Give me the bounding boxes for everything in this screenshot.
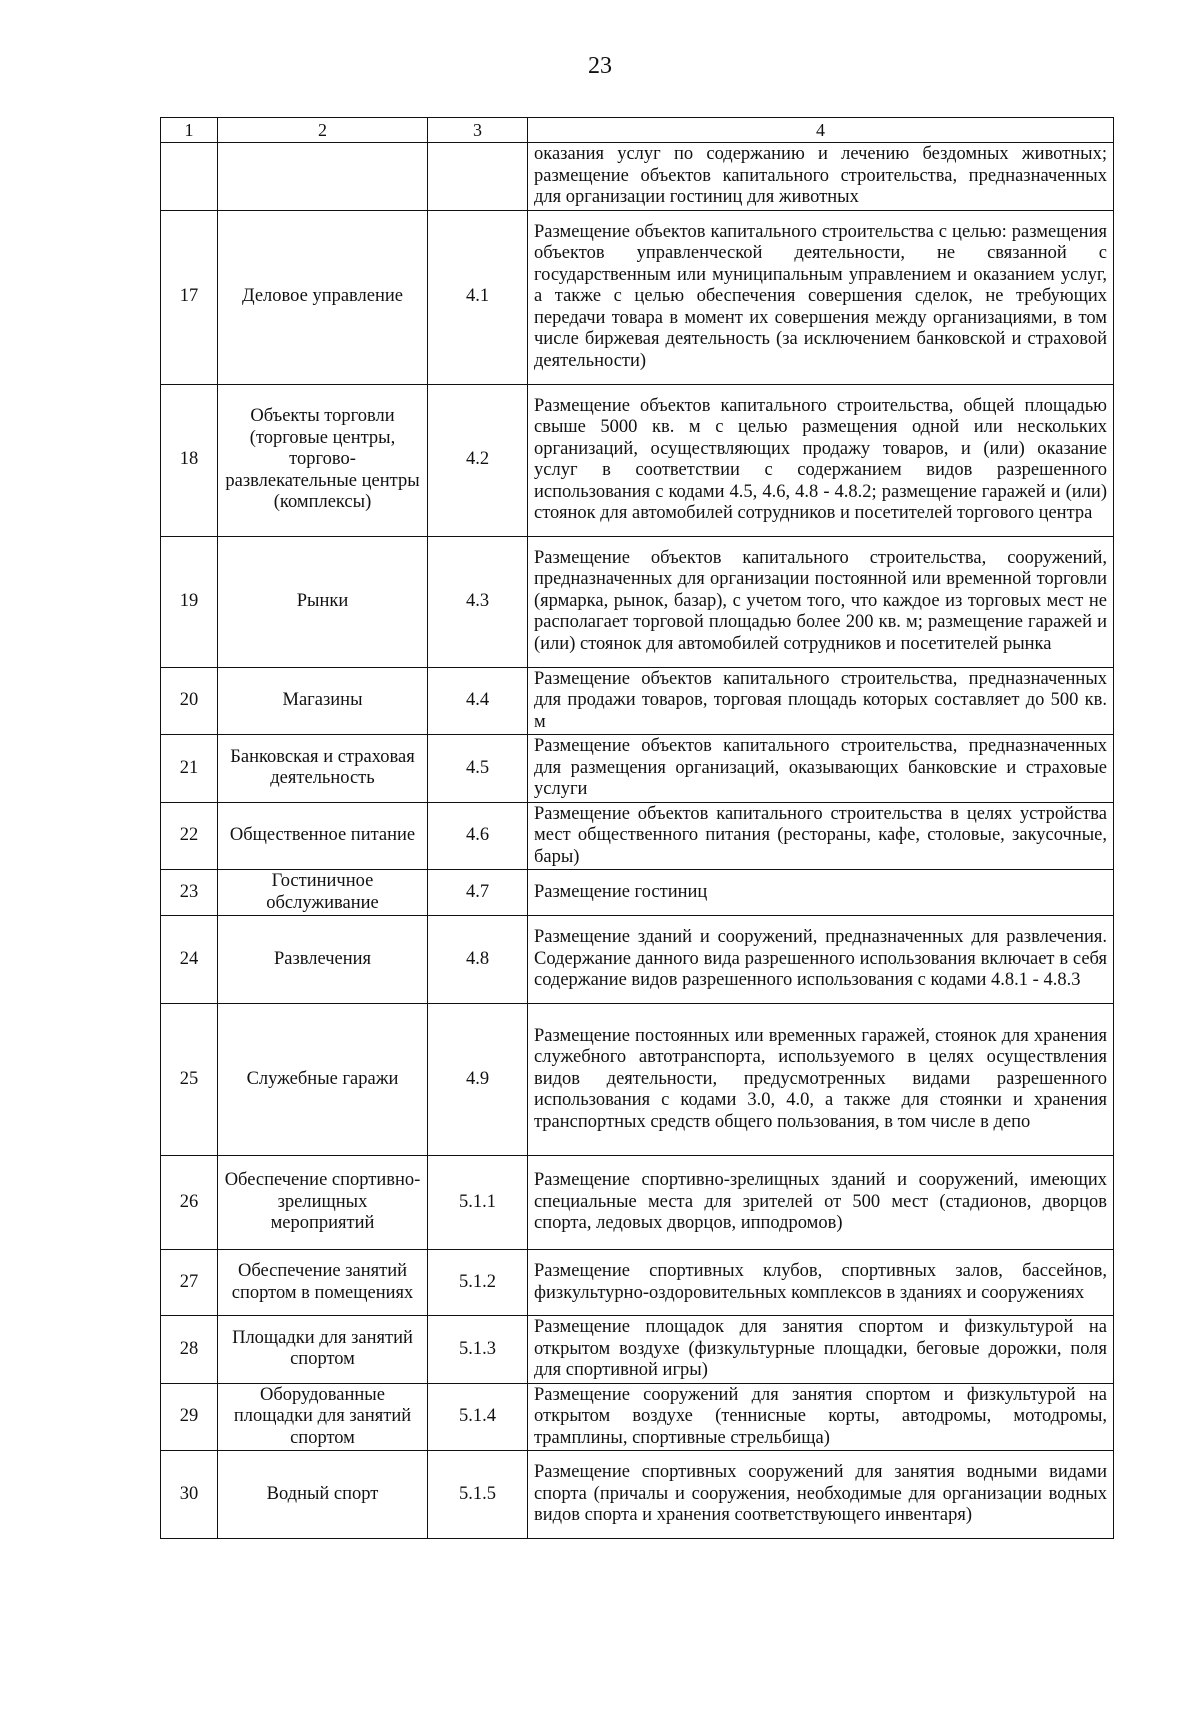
row-number-cell: 26: [161, 1156, 218, 1250]
use-type-description-cell: Размещение спортивных сооружений для занятия водными видами спорта (причалы и сооружения, необходимые для организации водных видов спорта и хранения соответствующего инвентаря): [528, 1451, 1114, 1539]
use-type-code-cell: [428, 143, 528, 211]
use-type-description-cell: Размещение объектов капитального строительства с целью: размещения объектов управленческой деятельности, не связанной с государственным или муниципальным управлением и оказанием услуг, а также с целью обеспечения совершения сделок, не требующих передачи товара в момент их совершения между организациями, в том числе биржевая деятельность (за исключением банковской и страховой деятельности): [528, 210, 1114, 384]
column-header-3: 3: [428, 118, 528, 143]
table-row: [161, 1250, 1114, 1316]
use-type-description-cell: Размещение постоянных или временных гаражей, стоянок для хранения служебного автотранспорта, используемого в целях осуществления видов деятельности, предусмотренных видами разрешенного использования с кодами 3.0, 4.0, а также для стоянки и хранения транспортных средств общего пользования, в том числе в депо: [528, 1004, 1114, 1156]
use-type-code-cell: 4.9: [428, 1004, 528, 1156]
use-type-name-cell: Служебные гаражи: [218, 1004, 428, 1156]
use-type-description-cell: Размещение объектов капитального строительства, сооружений, предназначенных для организации постоянной или временной торговли (ярмарка, рынок, базар), с учетом того, что каждое из торговых мест не располагает торговой площадью более 200 кв. м; размещение гаражей и (или) стоянок для автомобилей сотрудников и посетителей рынка: [528, 536, 1114, 667]
row-number-cell: [161, 143, 218, 211]
table-row: [161, 916, 1114, 1004]
table-row: [161, 870, 1114, 916]
use-type-code-cell: 5.1.1: [428, 1156, 528, 1250]
use-type-code-cell: 4.8: [428, 916, 528, 1004]
use-type-name-cell: Обеспечение спортивно-зрелищных мероприятий: [218, 1156, 428, 1250]
table-row: [161, 384, 1114, 536]
use-type-name-cell: Гостиничное обслуживание: [218, 870, 428, 916]
row-number-cell: 30: [161, 1451, 218, 1539]
use-type-code-cell: 4.6: [428, 802, 528, 870]
table-row: [161, 143, 1114, 211]
use-type-code-cell: 4.2: [428, 384, 528, 536]
table-row: [161, 210, 1114, 384]
use-type-name-cell: Деловое управление: [218, 210, 428, 384]
use-type-name-cell: Банковская и страховая деятельность: [218, 735, 428, 803]
row-number-cell: 27: [161, 1250, 218, 1316]
use-type-description-cell: Размещение объектов капитального строительства, общей площадью свыше 5000 кв. м с целью размещения одной или нескольких организаций, осуществляющих продажу товаров, и (или) оказание услуг в соответствии с содержанием видов разрешенного использования с кодами 4.5, 4.6, 4.8 - 4.8.2; размещение гаражей и (или) стоянок для автомобилей сотрудников и посетителей торгового центра: [528, 384, 1114, 536]
use-type-code-cell: 5.1.5: [428, 1451, 528, 1539]
row-number-cell: 25: [161, 1004, 218, 1156]
row-number-cell: 19: [161, 536, 218, 667]
use-type-name-cell: Рынки: [218, 536, 428, 667]
table-row: [161, 667, 1114, 735]
row-number-cell: 23: [161, 870, 218, 916]
use-type-name-cell: Объекты торговли (торговые центры, торгово-развлекательные центры (комплексы): [218, 384, 428, 536]
row-number-cell: 18: [161, 384, 218, 536]
use-type-name-cell: Обеспечение занятий спортом в помещениях: [218, 1250, 428, 1316]
table-row: [161, 1316, 1114, 1384]
table-header-row: [161, 118, 1114, 143]
table-row: [161, 1156, 1114, 1250]
use-type-description-cell: оказания услуг по содержанию и лечению бездомных животных; размещение объектов капитального строительства, предназначенных для организации гостиниц для животных: [528, 143, 1114, 211]
table-row: [161, 1383, 1114, 1451]
use-type-code-cell: 4.1: [428, 210, 528, 384]
use-type-description-cell: Размещение объектов капитального строительства в целях устройства мест общественного питания (рестораны, кафе, столовые, закусочные, бары): [528, 802, 1114, 870]
table-row: [161, 735, 1114, 803]
table-row: [161, 802, 1114, 870]
use-type-code-cell: 5.1.4: [428, 1383, 528, 1451]
table-row: [161, 1451, 1114, 1539]
use-type-name-cell: Магазины: [218, 667, 428, 735]
table-body: [161, 143, 1114, 1539]
use-type-code-cell: 4.7: [428, 870, 528, 916]
row-number-cell: 21: [161, 735, 218, 803]
table-row: [161, 536, 1114, 667]
use-type-code-cell: 5.1.2: [428, 1250, 528, 1316]
use-type-code-cell: 4.4: [428, 667, 528, 735]
use-type-description-cell: Размещение спортивно-зрелищных зданий и сооружений, имеющих специальные места для зрителей от 500 мест (стадионов, дворцов спорта, ледовых дворцов, ипподромов): [528, 1156, 1114, 1250]
use-type-name-cell: Развлечения: [218, 916, 428, 1004]
row-number-cell: 29: [161, 1383, 218, 1451]
row-number-cell: 22: [161, 802, 218, 870]
column-header-1: 1: [161, 118, 218, 143]
use-type-description-cell: Размещение зданий и сооружений, предназначенных для развлечения. Содержание данного вида разрешенного использования включает в себя содержание видов разрешенного использования с кодами 4.8.1 - 4.8.3: [528, 916, 1114, 1004]
row-number-cell: 20: [161, 667, 218, 735]
column-header-4: 4: [528, 118, 1114, 143]
use-type-code-cell: 4.5: [428, 735, 528, 803]
use-type-name-cell: Площадки для занятий спортом: [218, 1316, 428, 1384]
row-number-cell: 17: [161, 210, 218, 384]
column-header-2: 2: [218, 118, 428, 143]
use-type-description-cell: Размещение спортивных клубов, спортивных залов, бассейнов, физкультурно-оздоровительных комплексов в зданиях и сооружениях: [528, 1250, 1114, 1316]
use-type-description-cell: Размещение объектов капитального строительства, предназначенных для размещения организаций, оказывающих банковские и страховые услуги: [528, 735, 1114, 803]
use-type-description-cell: Размещение объектов капитального строительства, предназначенных для продажи товаров, торговая площадь которых составляет до 500 кв. м: [528, 667, 1114, 735]
page-number: 23: [588, 53, 612, 79]
land-use-table: [160, 117, 1114, 1539]
use-type-description-cell: Размещение гостиниц: [528, 870, 1114, 916]
use-type-name-cell: Водный спорт: [218, 1451, 428, 1539]
table-row: [161, 1004, 1114, 1156]
row-number-cell: 28: [161, 1316, 218, 1384]
row-number-cell: 24: [161, 916, 218, 1004]
use-type-name-cell: Оборудованные площадки для занятий спортом: [218, 1383, 428, 1451]
use-type-description-cell: Размещение сооружений для занятия спортом и физкультурой на открытом воздухе (теннисные корты, автодромы, мотодромы, трамплины, спортивные стрельбища): [528, 1383, 1114, 1451]
use-type-code-cell: 4.3: [428, 536, 528, 667]
use-type-code-cell: 5.1.3: [428, 1316, 528, 1384]
use-type-name-cell: Общественное питание: [218, 802, 428, 870]
use-type-description-cell: Размещение площадок для занятия спортом и физкультурой на открытом воздухе (физкультурные площадки, беговые дорожки, поля для спортивной игры): [528, 1316, 1114, 1384]
use-type-name-cell: [218, 143, 428, 211]
